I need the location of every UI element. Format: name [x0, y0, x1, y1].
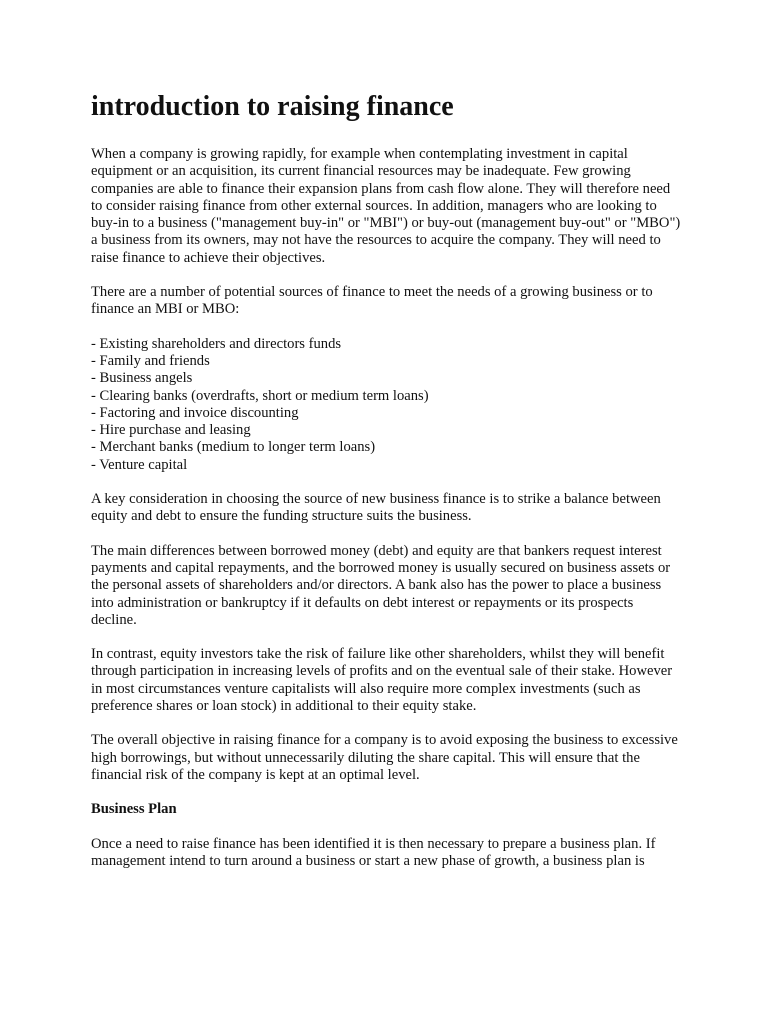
- list-item: - Merchant banks (medium to longer term loans): [91, 439, 376, 456]
- list-item: - Family and friends: [91, 352, 210, 369]
- list-item: - Business angels: [91, 370, 193, 387]
- body-paragraph-4: The overall objective in raising finance for a company is to avoid exposing the business to excessive high borrowings, but without unnecessarily diluting the share capital. This will ensure that the financial risk of the company is kept at an optimal level.: [91, 732, 678, 783]
- finance-sources-list: [91, 336, 681, 474]
- body-paragraph-3: In contrast, equity investors take the risk of failure like other shareholders, whilst they will benefit through participation in increasing levels of profits and on the eventual sale of their stake. However in most circumstances venture capitalists will also require more complex investments (such as preference shares or loan stock) in additional to their equity stake.: [91, 646, 673, 715]
- list-item: - Existing shareholders and directors funds: [91, 335, 342, 352]
- body-paragraph-1: A key consideration in choosing the source of new business finance is to strike a balance between equity and debt to ensure the funding structure suits the business.: [91, 491, 661, 525]
- body-paragraph-2: The main differences between borrowed money (debt) and equity are that bankers request interest payments and capital repayments, and the borrowed money is usually secured on business assets or the personal assets of shareholders and/or directors. A bank also has the power to place a business into administration or bankruptcy if it defaults on debt interest or repayments or its prospects decline.: [91, 542, 671, 628]
- list-item: - Hire purchase and leasing: [91, 422, 251, 439]
- intro-paragraph-2: There are a number of potential sources of finance to meet the needs of a growing business or to finance an MBI or MBO:: [91, 284, 653, 318]
- document-content: [91, 90, 681, 887]
- business-plan-paragraph: Once a need to raise finance has been identified it is then necessary to prepare a business plan. If management intend to turn around a business or start a new phase of growth, a business plan is: [91, 835, 656, 869]
- intro-paragraph-1: When a company is growing rapidly, for example when contemplating investment in capital equipment or an acquisition, its current financial resources may be inadequate. Few growing companies are able to finance their expansion plans from cash flow alone. They will therefore need to consider raising finance from other external sources. In addition, managers who are looking to buy-in to a business ("management buy-in" or "MBI") or buy-out (management buy-out" or "MBO") a business from its owners, may not have the resources to acquire the company. They will need to raise finance to achieve their objectives.: [91, 146, 681, 266]
- list-item: - Factoring and invoice discounting: [91, 404, 299, 421]
- list-item: - Clearing banks (overdrafts, short or medium term loans): [91, 387, 429, 404]
- list-item: - Venture capital: [91, 456, 188, 473]
- section-heading-business-plan: Business Plan: [91, 801, 177, 818]
- document-title: introduction to raising finance: [91, 91, 454, 122]
